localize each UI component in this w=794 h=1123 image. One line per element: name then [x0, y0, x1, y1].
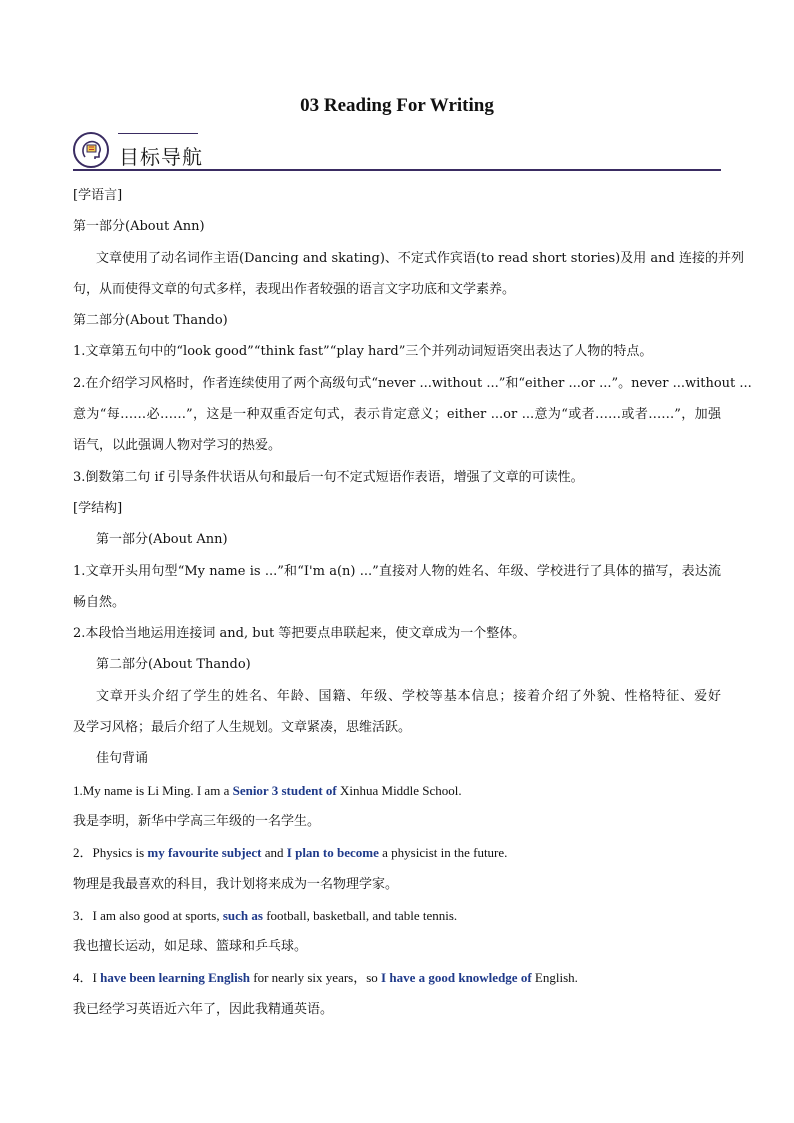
sentence-text: and [261, 845, 287, 861]
paragraph-line: 句，从而使得文章的句式多样，表现出作者较强的语言文字功底和文学素养。 [73, 281, 516, 297]
sentence-text: 3．I am also good at sports, [73, 907, 223, 923]
paragraph-line: 及学习风格；最后介绍了人生规划。文章紧凑，思维活跃。 [73, 720, 412, 736]
highlighted-phrase: I plan to become [286, 845, 379, 861]
paragraph-line: 语气，以此强调人物对学习的热爱。 [73, 438, 282, 454]
paragraph-line: 1.文章第五句中的“look good”“think fast”“play hard”三个并列动词短语突出表达了人物的特点。 [73, 344, 653, 360]
sentence-english [73, 966, 721, 997]
sentence-text: 4．I [73, 970, 101, 986]
subsection-label: 第二部分(About Thando) [73, 313, 228, 329]
sentence-text: football, basketball, and table tennis. [262, 907, 458, 923]
sentence-text: Xinhua Middle School. [336, 782, 462, 798]
sentence-translation: 我也擅长运动，如足球、篮球和乒乓球。 [73, 939, 308, 955]
header-accent-rule [118, 133, 198, 134]
section-label: [学结构] [73, 500, 123, 516]
subsection-label: 第一部分(About Ann) [73, 219, 205, 235]
highlighted-phrase: such as [222, 907, 263, 923]
paragraph-line: 文章开头介绍了学生的姓名、年龄、国籍、年级、学校等基本信息；接着介绍了外貌、性格特征、爱好 [96, 688, 721, 704]
paragraph-line: 1.文章开头用句型“My name is ...”和“I'm a(n) ...”直接对人物的姓名、年级、学校进行了具体的描写，表达流 [73, 563, 721, 579]
paragraph-line: 意为“每……必……”，这是一种双重否定句式，表示肯定意义；either ...or ...意为“或者……或者……”，加强 [73, 407, 721, 423]
section-heading: 目标导航 [119, 145, 203, 169]
sentence-english [73, 841, 721, 872]
sentence-translation: 物理是我最喜欢的科目，我计划将来成为一名物理学家。 [73, 876, 399, 892]
subsection-label: 佳句背诵 [96, 751, 149, 767]
section-label: [学语言] [73, 188, 123, 203]
highlighted-phrase: Senior 3 student of [232, 782, 337, 798]
paragraph-line: 2.本段恰当地运用连接词 and, but 等把要点串联起来，使文章成为一个整体。 [73, 626, 526, 642]
header-underline [73, 169, 721, 171]
sentence-english [73, 779, 721, 810]
model-sentences [73, 779, 721, 1029]
sentence-text: 1.My name is Li Ming. I am a [73, 782, 233, 798]
paragraph-line: 2.在介绍学习风格时，作者连续使用了两个高级句式“never ...without ...”和“either ...or ...”。never ...without ... [73, 375, 752, 391]
paragraph-line: 3.倒数第二句 if 引导条件状语从句和最后一句不定式短语作表语，增强了文章的可读性。 [73, 469, 584, 485]
paragraph-line: 文章使用了动名词作主语(Dancing and skating)、不定式作宾语(to read short stories)及用 and 连接的并列 [96, 250, 744, 266]
highlighted-phrase: my favourite subject [147, 845, 262, 861]
sentence-translation: 我是李明，新华中学高三年级的一名学生。 [73, 813, 321, 829]
sentence-text: 2．Physics is [73, 845, 148, 861]
subsection-label: 第一部分(About Ann) [96, 532, 228, 548]
section-header [73, 128, 721, 172]
sentence-translation: 我已经学习英语近六年了，因此我精通英语。 [73, 1001, 334, 1017]
sentence-english [73, 904, 721, 935]
page-title: 03 Reading For Writing [300, 95, 494, 116]
document-body [73, 184, 752, 1029]
reading-head-icon [73, 132, 109, 168]
highlighted-phrase: have been learning English [100, 970, 250, 986]
highlighted-phrase: I have a good knowledge of [381, 970, 532, 986]
paragraph-line: 畅自然。 [73, 594, 126, 610]
sentence-text: English. [531, 970, 578, 986]
subsection-label: 第二部分(About Thando) [96, 657, 251, 673]
sentence-text: for nearly six years，so [249, 970, 382, 986]
sentence-text: a physicist in the future. [378, 845, 508, 861]
